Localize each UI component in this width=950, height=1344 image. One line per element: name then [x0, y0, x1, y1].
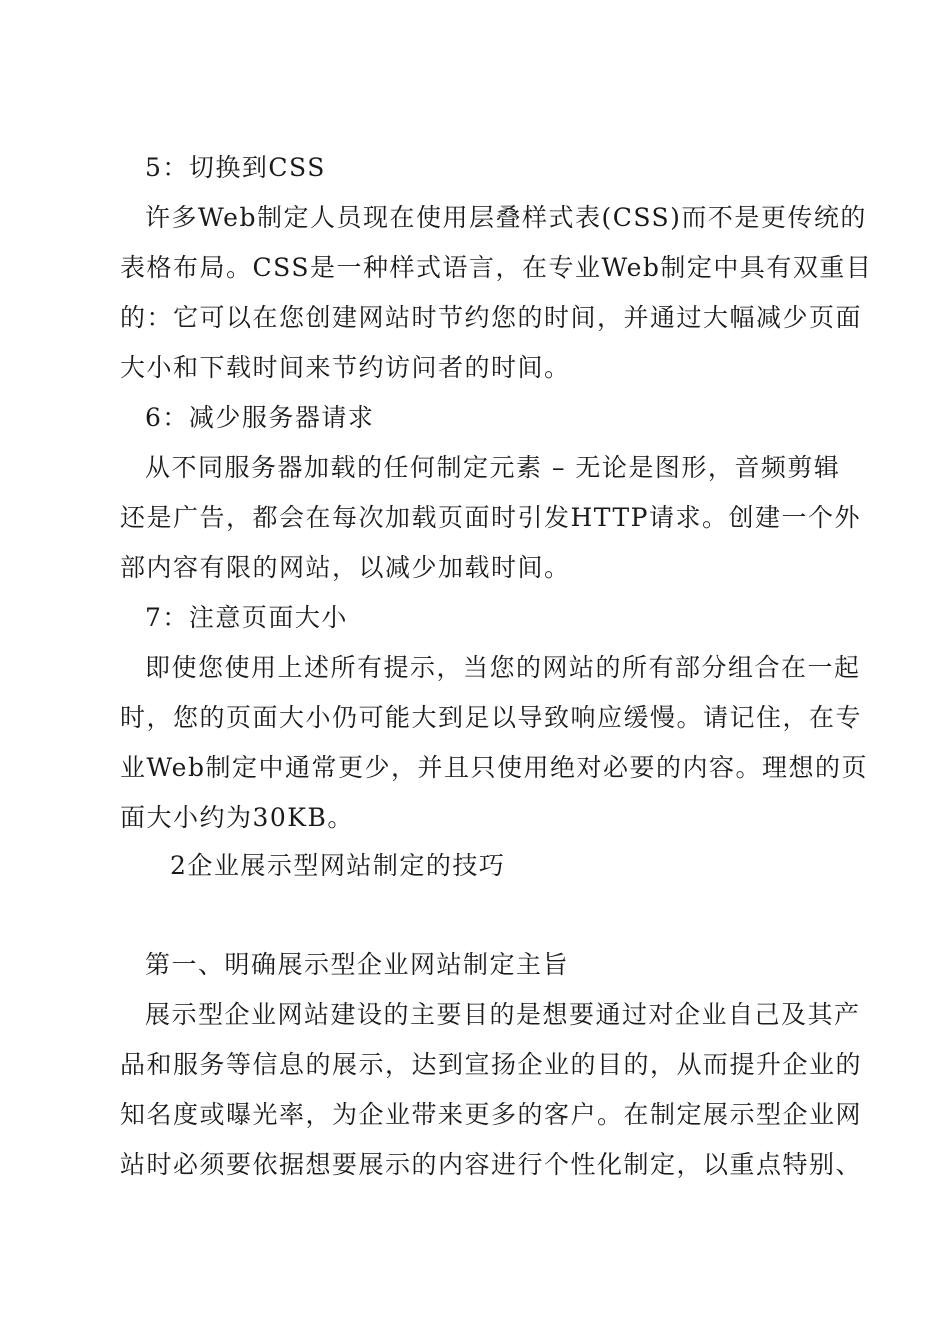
part-1-heading: 第一、明确展示型企业网站制定主旨: [145, 950, 570, 979]
part-1-paragraph-line: 展示型企业网站建设的主要目的是想要通过对企业自己及其产: [145, 1000, 861, 1029]
part-1-paragraph-line: 站时必须要依据想要展示的内容进行个性化制定，以重点特别、: [120, 1150, 863, 1179]
section-6-paragraph-line: 部内容有限的网站，以减少加载时间。: [120, 553, 571, 582]
section-6-paragraph-line: 从不同服务器加载的任何制定元素 – 无论是图形，音频剪辑: [145, 453, 841, 482]
part-1-paragraph-line: 知名度或曝光率，为企业带来更多的客户。在制定展示型企业网: [120, 1100, 863, 1129]
part-1-paragraph-line: 品和服务等信息的展示，达到宣扬企业的目的，从而提升企业的: [120, 1050, 863, 1079]
section-5-heading: 5：切换到CSS: [145, 153, 326, 182]
section-6-paragraph-line: 还是广告，都会在每次加载页面时引发HTTP请求。创建一个外: [120, 503, 861, 532]
chapter-2-title: 2企业展示型网站制定的技巧: [170, 851, 506, 880]
section-5-paragraph-line: 大小和下载时间来节约访问者的时间。: [120, 353, 571, 382]
section-7-paragraph-line: 面大小约为30KB。: [120, 803, 354, 832]
section-5-paragraph-line: 表格布局。CSS是一种样式语言，在专业Web制定中具有双重目: [120, 253, 873, 282]
section-7-heading: 7：注意页面大小: [145, 603, 348, 632]
section-7-paragraph-line: 即使您使用上述所有提示，当您的网站的所有部分组合在一起: [145, 653, 861, 682]
section-7-paragraph-line: 时，您的页面大小仍可能大到足以导致响应缓慢。请记住，在专: [120, 703, 863, 732]
section-7-paragraph-line: 业Web制定中通常更少，并且只使用绝对必要的内容。理想的页: [120, 753, 868, 782]
section-5-paragraph-line: 的：它可以在您创建网站时节约您的时间，并通过大幅减少页面: [120, 303, 863, 332]
section-5-paragraph-line: 许多Web制定人员现在使用层叠样式表(CSS)而不是更传统的: [145, 203, 867, 232]
section-6-heading: 6：减少服务器请求: [145, 403, 375, 432]
